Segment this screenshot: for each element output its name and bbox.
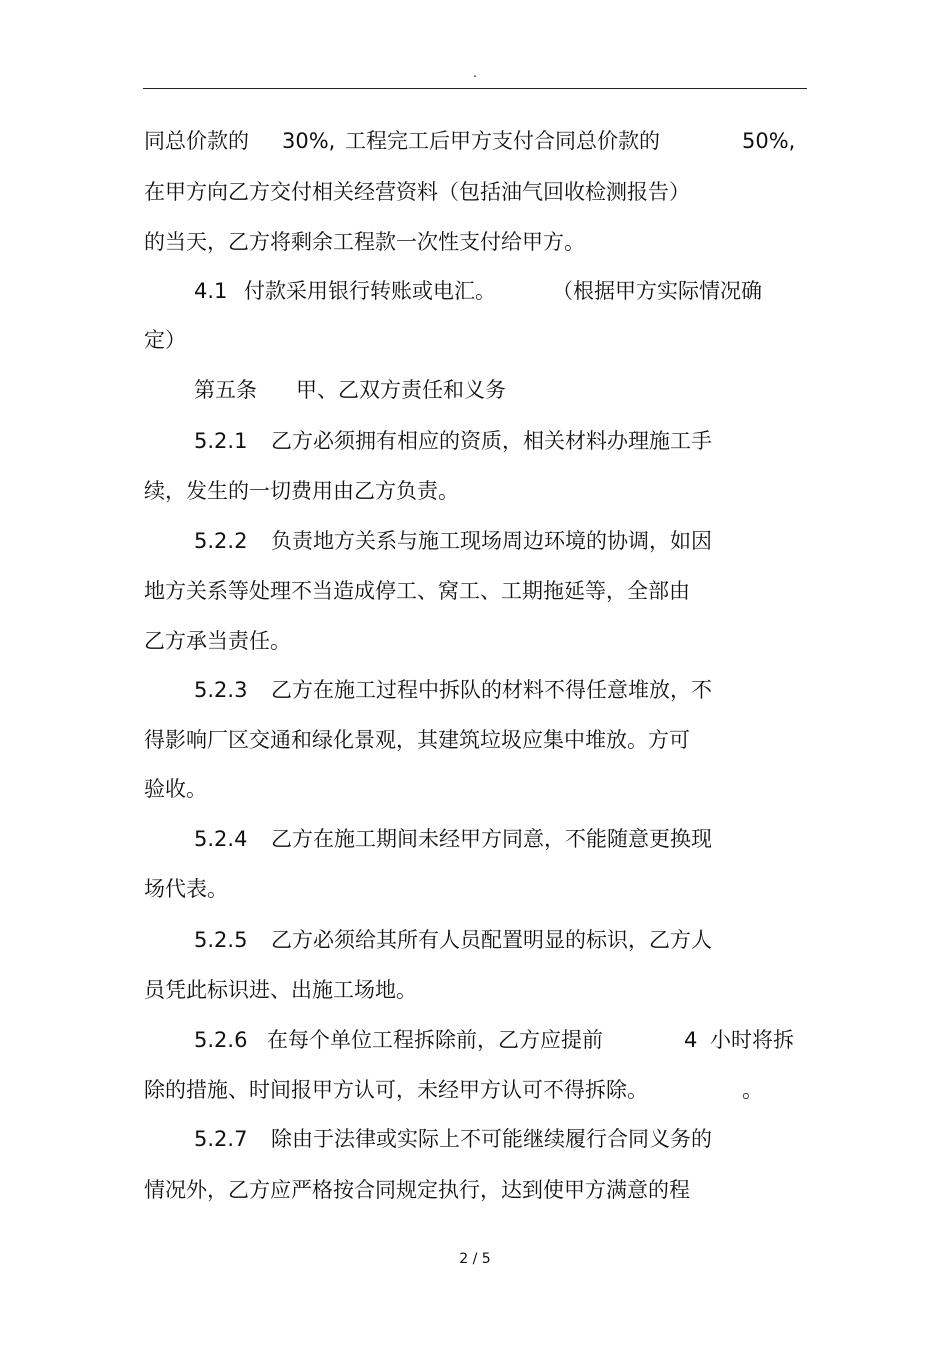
text-line-1: [144, 125, 804, 157]
clause-number: 5.2.1: [194, 429, 248, 453]
text-line-20: [144, 1074, 784, 1106]
clause-text: 除由于法律或实际上不可能继续履行合同义务的: [271, 1127, 712, 1151]
clause-5-2-7: [144, 1123, 784, 1155]
clause-text: 乙方必须给其所有人员配置明显的标识，乙方人: [271, 928, 712, 952]
header-mark: .: [473, 66, 477, 80]
text-segment: 除的措施、时间报甲方认可，未经甲方认可不得拆除。: [144, 1078, 648, 1102]
text-line-22: 情况外，乙方应严格按合同规定执行，达到使甲方满意的程: [144, 1178, 690, 1202]
text-segment: 同总价款的: [144, 129, 249, 153]
text-line-11: 乙方承当责任。: [144, 629, 291, 653]
clause-text: 负责地方关系与施工现场周边环境的协调，如因: [271, 529, 712, 553]
text-segment: 工程完工后甲方支付合同总价款的: [345, 129, 660, 153]
clause-note: （根据甲方实际情况确: [552, 279, 762, 303]
article-title: 甲、乙双方责任和义务: [296, 378, 506, 402]
clause-5-2-1: [144, 425, 784, 457]
clause-text-tail: 小时将拆: [710, 1028, 794, 1052]
clause-text: 乙方在施工期间未经甲方同意，不能随意更换现: [271, 827, 712, 851]
clause-4-1: [144, 275, 784, 307]
text-line-13: 得影响厂区交通和绿化景观，其建筑垃圾应集中堆放。方可: [144, 728, 690, 752]
clause-number: 5.2.2: [194, 529, 248, 553]
text-line-16: 场代表。: [144, 877, 228, 901]
clause-5-2-4: [144, 823, 784, 855]
clause-5-2-6: [144, 1024, 804, 1056]
clause-text: 付款采用银行转账或电汇。: [244, 279, 496, 303]
page-number: 2 / 5: [459, 1251, 491, 1267]
text-line-8: 续，发生的一切费用由乙方负责。: [144, 479, 459, 503]
text-line-10: 地方关系等处理不当造成停工、窝工、工期拖延等，全部由: [144, 579, 690, 603]
clause-5-2-2: [144, 525, 784, 557]
article-number: 第五条: [194, 378, 257, 402]
clause-text: 乙方在施工过程中拆队的材料不得任意堆放，不: [271, 678, 712, 702]
clause-text: 乙方必须拥有相应的资质，相关材料办理施工手: [271, 429, 712, 453]
text-line-3: 的当天，乙方将剩余工程款一次性支付给甲方。: [144, 230, 585, 254]
clause-number: 5.2.4: [194, 827, 248, 851]
clause-5-2-5: [144, 924, 784, 956]
clause-number: 5.2.7: [194, 1127, 248, 1151]
text-line-14: 验收。: [144, 777, 207, 801]
percent-value: 30%,: [282, 129, 336, 153]
article-heading: [144, 374, 784, 406]
hours-value: 4: [684, 1028, 698, 1052]
text-line-18: 员凭此标识进、出施工场地。: [144, 978, 417, 1002]
percent-value: 50%,: [742, 129, 796, 153]
clause-number: 5.2.3: [194, 678, 248, 702]
text-line-5: 定）: [144, 328, 186, 352]
header-rule: [143, 88, 807, 89]
trailing-mark: 。: [742, 1078, 763, 1102]
clause-number: 4.1: [194, 279, 228, 303]
text-line-2: 在甲方向乙方交付相关经营资料（包括油气回收检测报告）: [144, 180, 690, 204]
clause-number: 5.2.5: [194, 928, 248, 952]
clause-number: 5.2.6: [194, 1028, 248, 1052]
clause-5-2-3: [144, 674, 784, 706]
clause-text: 在每个单位工程拆除前，乙方应提前: [267, 1028, 603, 1052]
